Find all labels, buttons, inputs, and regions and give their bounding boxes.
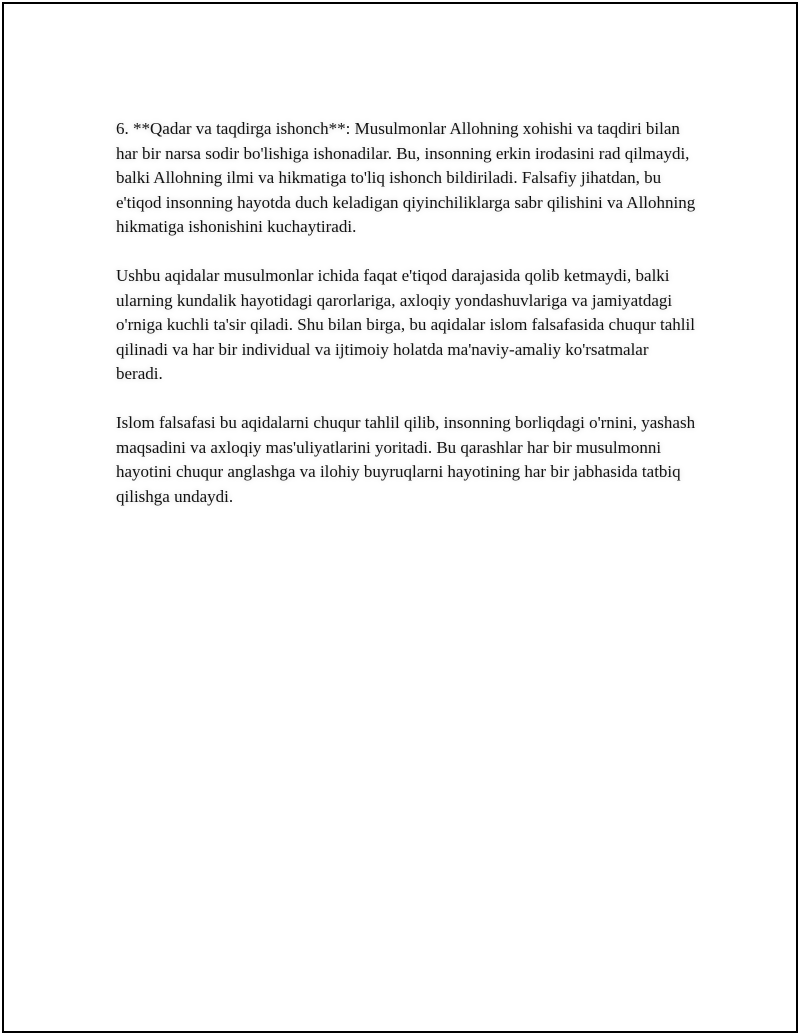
document-body — [116, 117, 696, 534]
paragraph-aqidalar-influence: Ushbu aqidalar musulmonlar ichida faqat e'tiqod darajasida qolib ketmaydi, balki ularning kundalik hayotidagi qarorlariga, axloqiy yondashuvlariga va jamiyatdagi o'rniga kuchli ta'sir qiladi. Shu bilan birga, bu aqidalar islom falsafasida chuqur tahlil qilinadi va har bir individual va ijtimoiy holatda ma'naviy-amaliy ko'rsatmalar beradi. — [116, 266, 695, 383]
paragraph-qadar: 6. **Qadar va taqdirga ishonch**: Musulmonlar Allohning xohishi va taqdiri bilan har bir narsa sodir bo'lishiga ishonadilar. Bu, insonning erkin irodasini rad qilmaydi, balki Allohning ilmi va hikmatiga to'liq ishonch bildiriladi. Falsafiy jihatdan, bu e'tiqod insonning hayotda duch keladigan qiyinchiliklarga sabr qilishini va Allohning hikmatiga ishonishini kuchaytiradi. — [116, 119, 696, 236]
paragraph-islom-falsafasi: Islom falsafasi bu aqidalarni chuqur tahlil qilib, insonning borliqdagi o'rnini, yashash maqsadini va axloqiy mas'uliyatlarini yoritadi. Bu qarashlar har bir musulmonni hayotini chuqur anglashga va ilohiy buyruqlarni hayotining har bir jabhasida tatbiq qilishga undaydi. — [116, 413, 696, 506]
